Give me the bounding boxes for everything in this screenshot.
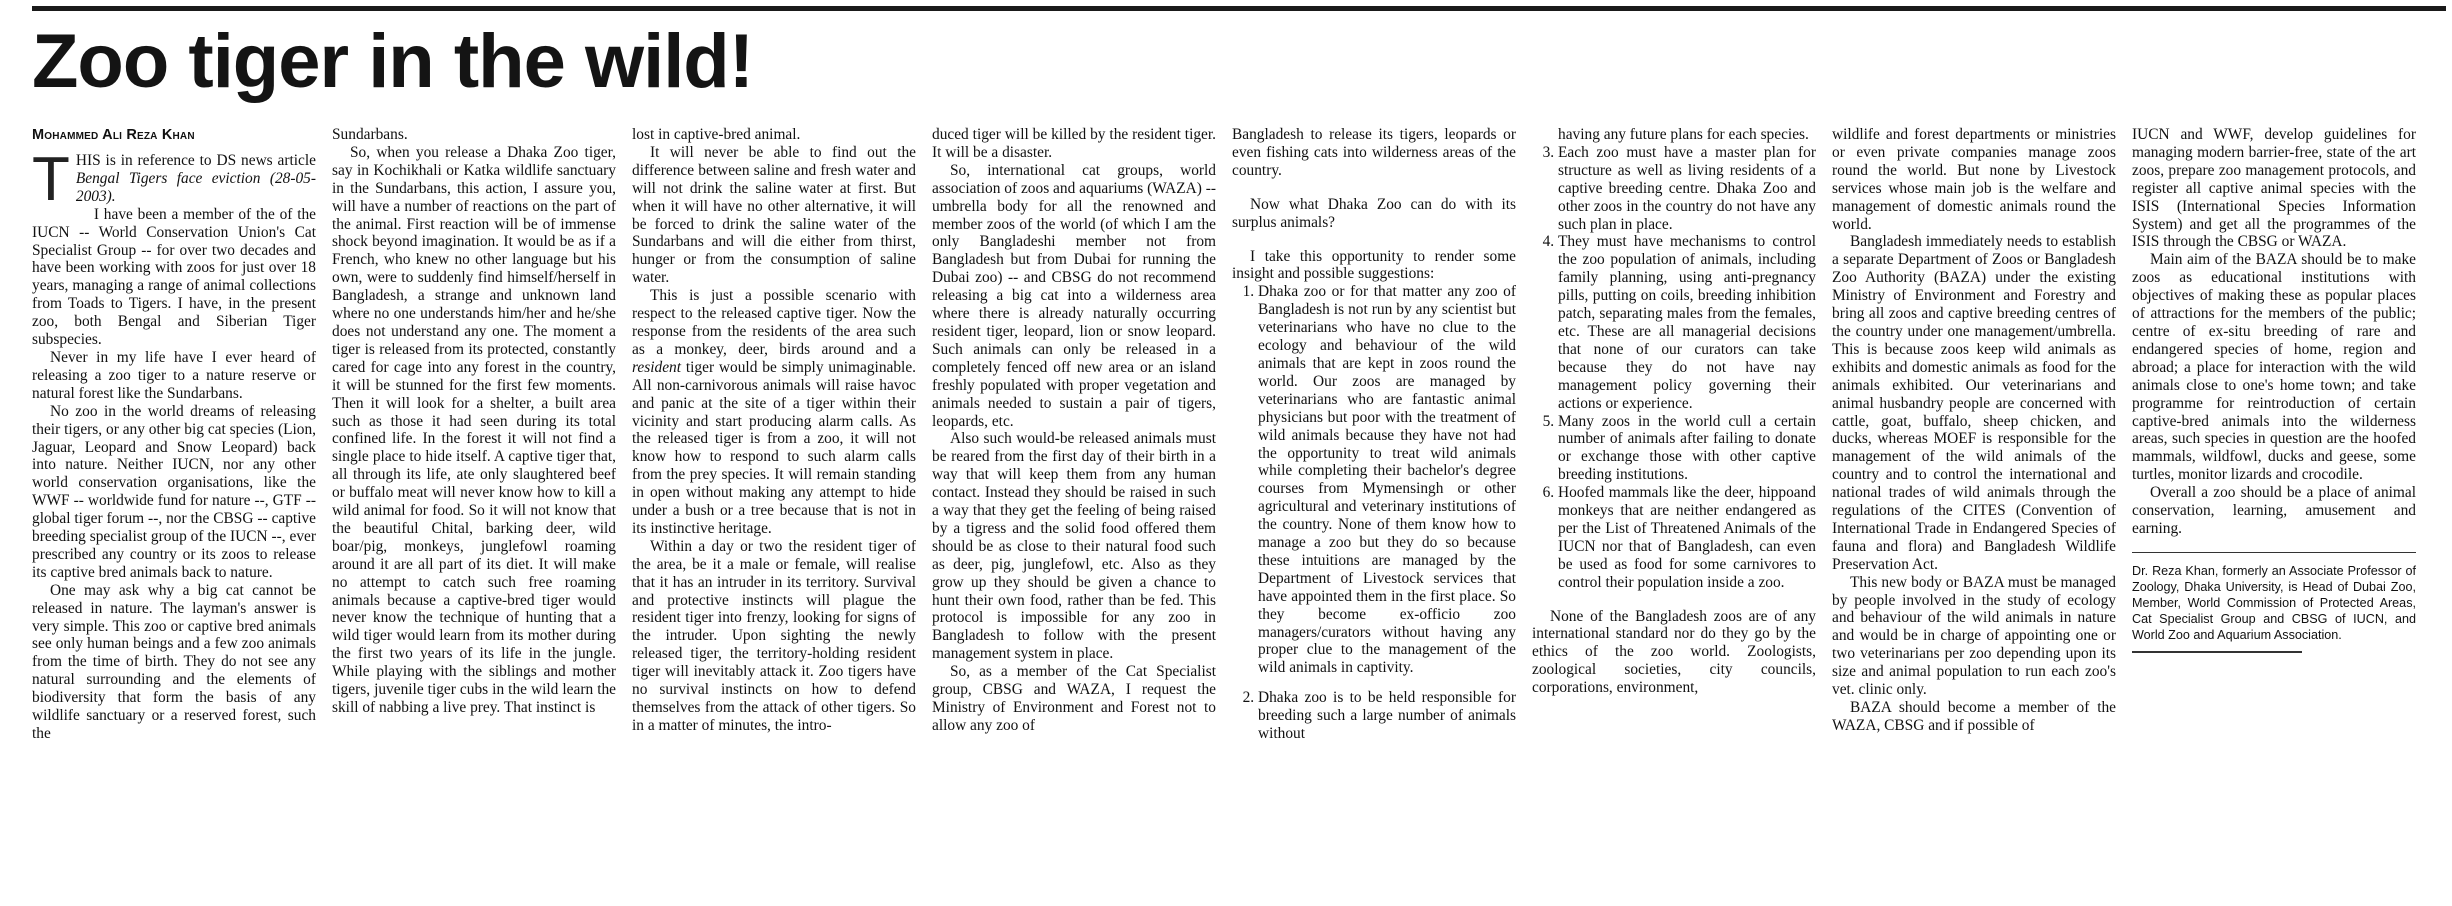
column-7 <box>1832 126 2116 902</box>
list-item: 6. Hoofed mammals like the deer, hippoand monkeys that are neither endangered as per the List of Threatened Animals of the IUCN nor that of Bangladesh, can even be used as food for some carnivores to control their population inside a zoo. <box>1558 484 1816 591</box>
column-2 <box>332 126 616 902</box>
question-paragraph: Now what Dhaka Zoo can do with its surplus animals? <box>1232 195 1516 231</box>
paragraph: IUCN and WWF, develop guidelines for managing modern barrier-free, state of the art zoos, prepare zoo management protocols, and register all captive animal species with the ISIS (International Species Information System) and get all the programmes of the ISIS through the CBSG or WAZA. <box>2132 126 2416 251</box>
paragraph: Main aim of the BAZA should be to make zoos as educational institutions with objectives of making these as popular places of attractions for the members of the public; centre of ex-situ breeding of rare and endangered species of home, region and abroad; a place for interaction with the wild animals close to one's home town; and take programme for reintroduction of certain captive-bred animals into the wilderness areas, such species in question are the hoofed mammals, wildfowl, ducks and geese, some turtles, monitor lizards and crocodile. <box>2132 251 2416 484</box>
list-item: 4. They must have mechanisms to control the zoo population of animals, including family planning, using anti-pregnancy pills, putting on coils, breeding inhibition patch, separating males from the females, etc. These are all managerial decisions that none of our curators can take because they do not have nay management policy governing their actions or experience. <box>1558 233 1816 412</box>
column-3 <box>632 126 916 902</box>
paragraph: This is just a possible scenario with respect to the released captive tiger. Now the response from the residents of the area such as a monkey, deer, birds around and a resident tiger would be simply unimaginable. All non-carnivorous animals will raise havoc and panic at the site of a tiger within their vicinity and start producing alarm calls. As the released tiger is from a zoo, it will not know how to respond to such alarm calls from the prey species. It will remain standing in open without making any attempt to hide under a bush or a tree because that is not in its instinctive heritage. <box>632 287 916 537</box>
cited-article-title: Bengal Tigers face eviction <box>75 169 261 187</box>
paragraph: So, as a member of the Cat Specialist group, CBSG and WAZA, I request the Ministry of Environment and Forest not to allow any zoo of <box>932 663 1216 734</box>
column-4 <box>932 126 1216 902</box>
author-bio: Dr. Reza Khan, formerly an Associate Professor of Zoology, Dhaka University, is Head of Dubai Zoo, Member, World Commission of Protected Areas, Cat Specialist Group and CBSG of IUCN, and World Zoo and Aquarium Association. <box>2132 552 2416 643</box>
suggestions-list-cont <box>1532 144 1816 592</box>
column-6 <box>1532 126 1816 902</box>
headline: Zoo tiger in the wild! <box>32 19 754 104</box>
paragraph: I have been a member of the of the IUCN -- World Conservation Union's Cat Specialist Group -- for over two decades and have been working with zoos for just over 18 years, managing a range of animal collections from Toads to Tigers. I have, in the present zoo, both Bengal and Siberian Tiger subspecies. <box>32 205 316 349</box>
column-5 <box>1232 126 1516 902</box>
paragraph: Bangladesh immediately needs to establish a separate Department of Zoos or Bangladesh Zoo Authority (BAZA) under the existing Ministry of Environment and Forestry and bring all zoos and captive breeding centres of the country under one management/umbrella. This is because zoos keep wild animals as exhibits and domestic animals as food for the animals exhibited. Our veterinarians and animal husbandry people are concerned with cattle, goat, buffalo, sheep chicken, and ducks, whereas MOEF is responsible for the management of the wild animals of the country and to control the international and national trades of wild animals through the regulations of the CITES (Convention of International Trade in Endangered Species of fauna and flora) and Bangladesh Wildlife Preservation Act. <box>1832 233 2116 573</box>
drop-cap: T <box>32 145 70 214</box>
paragraph: This new body or BAZA must be managed by people involved in the study of ecology and behaviour of the wild animals in nature and would be in charge of appointing one or two veterinarians per zoo depending upon its size and animal population to run each zoo's vet. clinic only. <box>1832 573 2116 699</box>
paragraph: So, when you release a Dhaka Zoo tiger, say in Kochikhali or Katka wildlife sanctuary in the Sundarbans, this action, I assure you, will have a number of reactions on the part of the animal. First reaction will be of immense shock beyond imagination. It would be as if a French, who knew no other language but his own, were to suddenly find himself/herself in Bangladesh, a strange and unknown land where no one understands him/her and he/she does not understand any one. The moment a tiger is released from its protected, constantly cared for cage into any forest in the country, it will be stunned for the first few moments. Then it will look for a shelter, a built area such as those it had seen during its total confined life. In the forest it will not find a single place to hide itself. A captive tiger that, all through its life, ate only slaughtered beef or buffalo meat will never know how to kill a wild animal for food. So it will not know that the beautiful Chital, barking deer, wild boar/pig, monkeys, junglefowl roaming around it are all part of its diet. It will make no attempt to catch such free roaming animals because a captive-bred tiger would never know the technique of hunting that a wild tiger would learn from its mother during the first two years of its life in the jungle. While playing with the siblings and mother tigers, juvenile tiger cubs in the wild learn the skill of nabbing a live prey. That instinct is <box>332 143 616 716</box>
column-1 <box>32 126 316 902</box>
paragraph: I take this opportunity to render some insight and possible suggestions: <box>1232 247 1516 283</box>
paragraph: No zoo in the world dreams of releasing their tigers, or any other big cat species (Lion, Jaguar, Leopard and Snow Leopard) back into nature. Neither IUCN, nor any other world conservation organisations, like the WWF -- worldwide fund for nature --, GTF -- global tiger forum --, nor the CBSG -- captive breeding specialist group of the IUCN --, ever prescribed any country or its zoos to release its captive bred animals back to nature. <box>32 402 316 581</box>
paragraph: None of the Bangladesh zoos are of any international standard nor do they go by the ethics of the zoo world. Zoologists, zoological societies, city councils, corporations, environment, <box>1532 607 1816 697</box>
paragraph: It will never be able to find out the difference between saline and fresh water and will not drink the saline water at first. But when it will have no other alternative, it will be forced to drink the saline water of the Sundarbans and will die either from thirst, hunger or from the consumption of saline water. <box>632 143 916 287</box>
suggestions-list <box>1232 283 1516 743</box>
paragraph: Also such would-be released animals must be reared from the first day of their birth in a way that will keep them from any human contact. Instead they should be raised in such a way that they get the feeling of being raised by a tigress and the solid food offered them should be as close to their natural food such as deer, pig, junglefowl, etc. Also as they grow up they should be given a chance to hunt their own food, rather than be fed. This protocol is impossible for any zoo in Bangladesh to follow with the present management system in place. <box>932 430 1216 663</box>
paragraph: Never in my life have I ever heard of releasing a zoo tiger to a nature reserve or natural forest like the Sundarbans. <box>32 348 316 402</box>
list-item: 5. Many zoos in the world cull a certain number of animals after failing to donate or exchange those with other captive breeding institutions. <box>1558 413 1816 485</box>
list-item: 1. Dhaka zoo or for that matter any zoo of Bangladesh is not run by any scientist but veterinarians who have no clue to the ecology and behaviour of the wild animals that are kept in zoos round the world. Our zoos are managed by veterinarians who are fantastic animal physicians but poor with the treatment of wild animals because they have not had the opportunity to treat wild animals while completing their bachelor's degree courses from Mymensingh or other agricultural and veterinary institutions of the country. None of them know how to manage a zoo but they do so because these intuitions are managed by the Department of Livestock services that have appointed them in the first place. So they become ex-officio zoo managers/curators without having any proper clue to the management of the wild animals in captivity. <box>1258 283 1516 677</box>
paragraph: So, international cat groups, world association of zoos and aquariums (WAZA) -- umbrella body for all the renowned and member zoos of the world (of which I am the only Bangladeshi member not from Bangladesh but from Dubai for running the Dubai zoo) -- and CBSG do not recommend releasing a big cat into a wilderness area where there is already naturally occurring resident tiger, leopard, lion or snow leopard. Such animals can only be released in a completely fenced off new area or an island freshly populated with proper vegetation and animals needed to sustain a pair of tigers, leopards, etc. <box>932 161 1216 430</box>
paragraph: BAZA should become a member of the WAZA, CBSG and if possible of <box>1832 699 2116 734</box>
byline: Mohammed Ali Reza Khan <box>32 127 195 143</box>
paragraph: One may ask why a big cat cannot be released in nature. The layman's answer is very simple. This zoo or captive bred animals see only human beings and a few zoo animals from the time of birth. They do not see any natural surrounding and the elements of biodiversity that form the basis of any wildlife sanctuary or a reserved forest, such the <box>32 581 316 742</box>
lead-paragraph: THIS is in reference to DS news article Bengal Tigers face eviction (28-05-2003). <box>32 145 316 214</box>
bio-rule <box>2132 651 2302 653</box>
list-continuation: having any future plans for each species. <box>1558 126 1809 143</box>
top-rule <box>32 6 2446 11</box>
paragraph: Sundarbans. <box>332 126 408 143</box>
list-item: 3. Each zoo must have a master plan for structure as well as living residents of a captive breeding centre. Dhaka Zoo and other zoos in the country do not have any such plan in place. <box>1558 144 1816 234</box>
list-item: 2. Dhaka zoo is to be held responsible for breeding such a large number of animals without <box>1258 689 1516 743</box>
paragraph: duced tiger will be killed by the resident tiger. It will be a disaster. <box>932 126 1216 161</box>
paragraph: Bangladesh to release its tigers, leopards or even fishing cats into wilderness areas of the country. <box>1232 126 1516 179</box>
paragraph: Overall a zoo should be a place of animal conservation, learning, amusement and earning. <box>2132 484 2416 537</box>
paragraph: Within a day or two the resident tiger of the area, be it a male or female, will realise that it has an intruder in its territory. Survival and protective instincts will plague the resident tiger into frenzy, looking for signs of the intruder. Upon sighting the newly released tiger, the territory-holding resident tiger will inevitably attack it. Zoo tigers have no survival instincts on how to defend themselves from the attack of other tigers. So in a matter of minutes, the intro- <box>632 537 916 734</box>
paragraph: wildlife and forest departments or ministries or even private companies manage zoos round the world. But none by Livestock services whose main job is the welfare and management of domestic animals round the world. <box>1832 126 2116 233</box>
paragraph: lost in captive-bred animal. <box>632 126 801 143</box>
column-8 <box>2132 126 2416 902</box>
